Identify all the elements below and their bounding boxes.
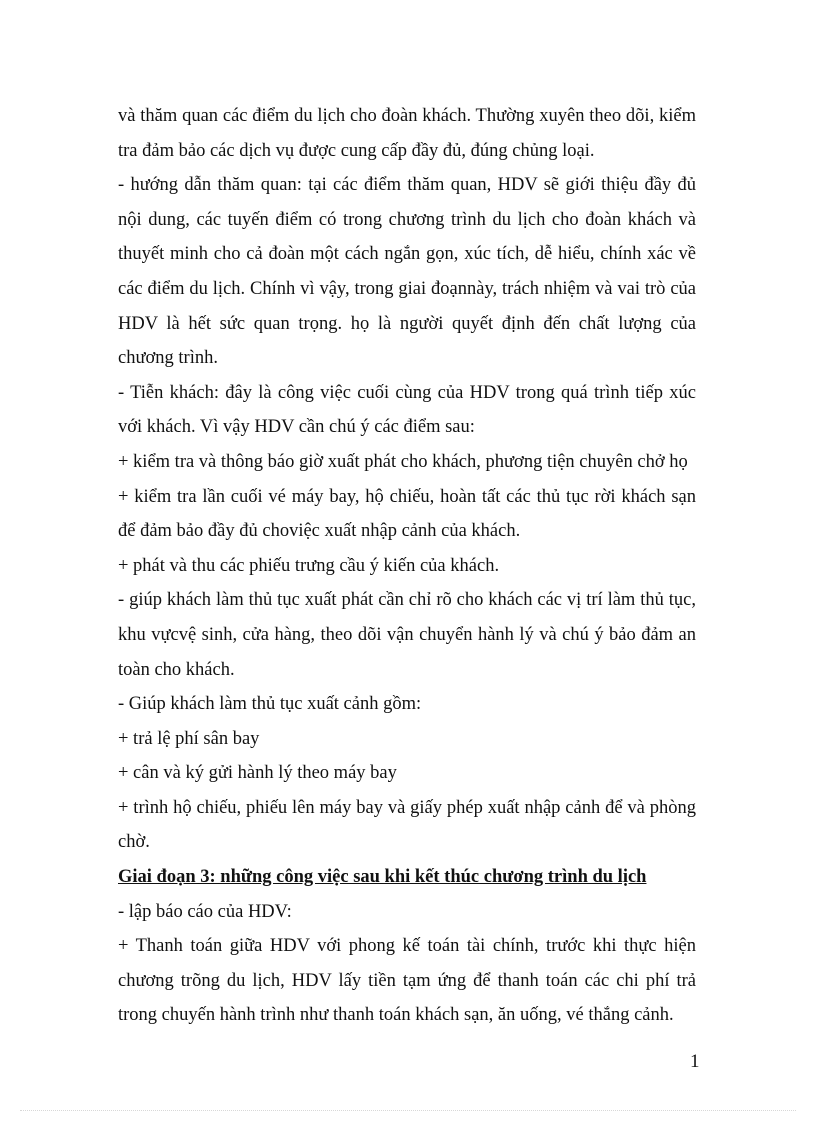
paragraph: + Thanh toán giữa HDV với phong kế toán tài chính, trước khi thực hiện chương trõng du lịch, HDV lấy tiền tạm ứng để thanh toán các chi phí trả trong chuyến hành trình như thanh toán khách sạn, ăn uống, vé thắng cảnh. [118, 936, 696, 1026]
section-heading: Giai đoạn 3: những công việc sau khi kết thúc chương trình du lịch [118, 867, 647, 888]
paragraph: - Tiễn khách: đây là công việc cuối cùng của HDV trong quá trình tiếp xúc với khách. Vì vậy HDV cần chú ý các điểm sau: [118, 382, 696, 438]
list-item: + cân và ký gửi hành lý theo máy bay [118, 763, 397, 784]
paragraph: - hướng dẫn thăm quan: tại các điểm thăm quan, HDV sẽ giới thiệu đầy đủ nội dung, các tuyến điểm có trong chương trình du lịch cho đoàn khách và thuyết minh cho cả đoàn một cách ngắn gọn, xúc tích, dễ hiểu, chính xác về các điểm du lịch. Chính vì vậy, trong giai đoạnnày, trách nhiệm và vai trò của HDV là hết sức quan trọng. họ là người quyết định đến chất lượng của chương trình. [118, 175, 696, 369]
paragraph: và thăm quan các điểm du lịch cho đoàn khách. Thường xuyên theo dõi, kiểm tra đảm bảo các dịch vụ được cung cấp đầy đủ, đúng chủng loại. [118, 106, 696, 161]
page-bottom-divider [20, 1110, 796, 1111]
list-item: + kiểm tra lần cuối vé máy bay, hộ chiếu, hoàn tất các thủ tục rời khách sạn để đảm bảo đầy đủ choviệc xuất nhập cảnh của khách. [118, 486, 696, 542]
document-body [118, 99, 696, 1033]
list-item: + trả lệ phí sân bay [118, 728, 260, 749]
list-item: + trình hộ chiếu, phiếu lên máy bay và giấy phép xuất nhập cảnh để và phòng chờ. [118, 797, 696, 853]
paragraph: - giúp khách làm thủ tục xuất phát cần chỉ rõ cho khách các vị trí làm thủ tục, khu vựcvệ sinh, cửa hàng, theo dõi vận chuyển hành lý và chú ý bảo đảm an toàn cho khách. [118, 590, 696, 680]
page-number: 1 [690, 1051, 700, 1072]
paragraph: - lập báo cáo của HDV: [118, 901, 292, 922]
list-item: + phát và thu các phiếu trưng cầu ý kiến của khách. [118, 555, 500, 576]
paragraph: - Giúp khách làm thủ tục xuất cảnh gồm: [118, 694, 422, 715]
list-item: + kiểm tra và thông báo giờ xuất phát cho khách, phương tiện chuyên chở họ [118, 451, 688, 472]
